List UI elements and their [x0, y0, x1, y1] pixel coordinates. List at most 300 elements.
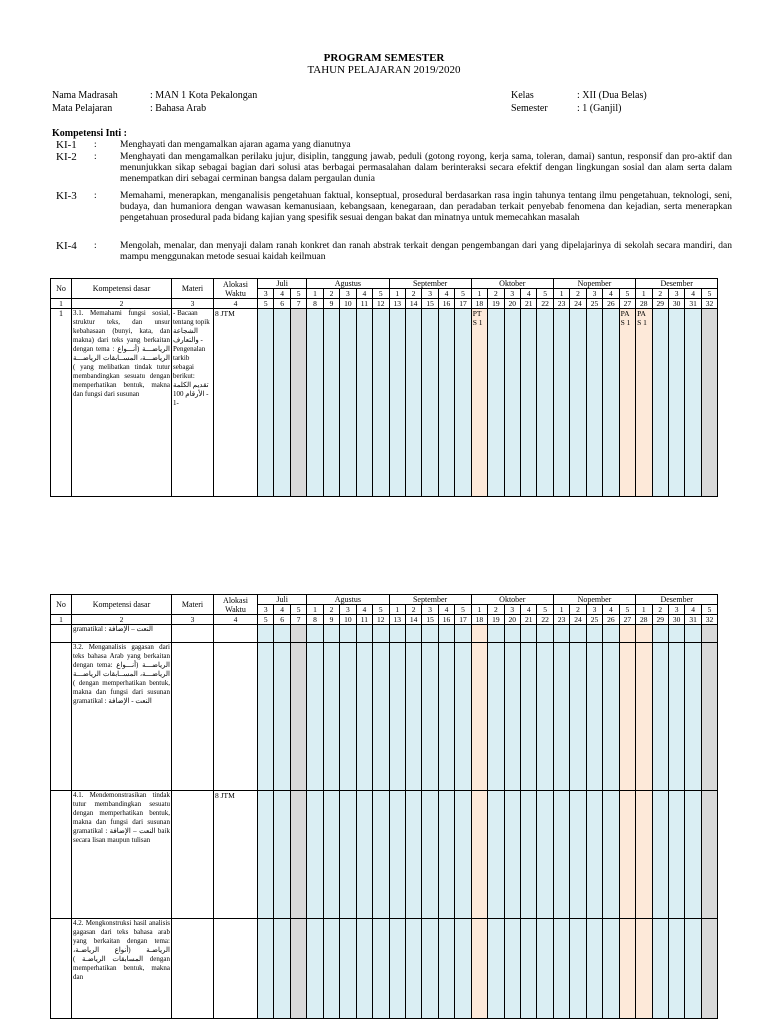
week-cell — [537, 791, 553, 919]
month-header: September — [389, 279, 471, 289]
materi-cell — [172, 643, 214, 791]
week-cell — [455, 919, 471, 1019]
column-number: 30 — [668, 299, 684, 309]
week-cell — [488, 625, 504, 643]
week-header: 3 — [668, 289, 684, 299]
materi-header: Materi — [172, 595, 214, 615]
week-cell — [422, 791, 438, 919]
week-cell — [455, 309, 471, 497]
week-cell — [586, 625, 602, 643]
materi-cell — [172, 791, 214, 919]
week-header: 1 — [553, 605, 569, 615]
week-cell — [619, 625, 635, 643]
week-header: 4 — [438, 289, 454, 299]
week-cell — [521, 643, 537, 791]
schedule-table-1 — [50, 278, 718, 497]
week-header: 4 — [274, 605, 290, 615]
column-number: 29 — [652, 615, 668, 625]
week-header: 5 — [701, 289, 717, 299]
week-cell — [373, 791, 389, 919]
column-number: 26 — [603, 299, 619, 309]
semester-label: Semester — [511, 103, 548, 114]
column-number: 16 — [438, 615, 454, 625]
week-cell — [438, 919, 454, 1019]
month-header: Juli — [258, 595, 307, 605]
column-number: 28 — [636, 615, 652, 625]
week-header: 2 — [652, 289, 668, 299]
madrasah-value: : MAN 1 Kota Pekalongan — [150, 90, 258, 101]
week-cell — [603, 309, 619, 497]
column-number: 16 — [438, 299, 454, 309]
week-cell — [422, 625, 438, 643]
week-cell: PT S 1 — [471, 309, 487, 497]
week-cell — [537, 309, 553, 497]
week-cell — [389, 919, 405, 1019]
table-row — [51, 919, 718, 1019]
column-number: 28 — [636, 299, 652, 309]
week-cell — [290, 643, 306, 791]
week-header: 2 — [323, 289, 339, 299]
week-cell — [373, 919, 389, 1019]
week-cell — [422, 919, 438, 1019]
week-cell — [701, 643, 717, 791]
table-row — [51, 643, 718, 791]
table-row — [51, 625, 718, 643]
column-number: 30 — [668, 615, 684, 625]
kelas-value: : XII (Dua Belas) — [577, 90, 647, 101]
week-cell — [307, 643, 323, 791]
alokasi-header: Alokasi Waktu — [214, 595, 258, 615]
week-cell — [570, 625, 586, 643]
column-number: 1 — [51, 615, 72, 625]
week-header: 3 — [504, 605, 520, 615]
ki-item — [56, 152, 732, 188]
column-number: 26 — [603, 615, 619, 625]
week-header: 4 — [685, 289, 701, 299]
week-cell — [553, 791, 569, 919]
week-header: 1 — [471, 605, 487, 615]
week-header: 1 — [389, 605, 405, 615]
week-cell — [636, 919, 652, 1019]
row-number — [51, 791, 72, 919]
month-header: Juli — [258, 279, 307, 289]
week-cell — [537, 643, 553, 791]
week-cell — [488, 919, 504, 1019]
week-cell — [274, 791, 290, 919]
week-header: 4 — [685, 605, 701, 615]
week-cell — [290, 309, 306, 497]
week-cell — [274, 643, 290, 791]
week-header: 5 — [701, 605, 717, 615]
ki-text: Menghayati dan mengamalkan ajaran agama yang dianutnya — [120, 140, 351, 150]
ki-colon: : — [94, 140, 97, 150]
week-cell — [405, 643, 421, 791]
week-cell — [356, 643, 372, 791]
alokasi-header: Alokasi Waktu — [214, 279, 258, 299]
column-number: 11 — [356, 299, 372, 309]
column-number: 25 — [586, 615, 602, 625]
week-cell — [488, 643, 504, 791]
column-number: 7 — [290, 615, 306, 625]
column-number: 4 — [214, 299, 258, 309]
week-cell — [701, 625, 717, 643]
week-cell — [373, 625, 389, 643]
week-cell — [405, 791, 421, 919]
madrasah-label: Nama Madrasah — [52, 90, 118, 101]
week-header: 4 — [603, 605, 619, 615]
week-header: 4 — [603, 289, 619, 299]
week-header: 2 — [405, 289, 421, 299]
alokasi-cell: 8 JTM — [214, 309, 258, 497]
week-cell — [422, 309, 438, 497]
week-cell — [668, 625, 684, 643]
week-cell — [570, 919, 586, 1019]
row-number — [51, 625, 72, 643]
week-cell — [619, 919, 635, 1019]
week-cell — [652, 643, 668, 791]
ki-colon: : — [94, 241, 97, 251]
column-number: 12 — [373, 615, 389, 625]
week-header: 1 — [636, 289, 652, 299]
week-cell — [553, 309, 569, 497]
week-cell — [652, 625, 668, 643]
week-cell — [290, 625, 306, 643]
week-header: 5 — [537, 289, 553, 299]
column-number: 17 — [455, 615, 471, 625]
materi-cell: - Bacaan tentang topik الشجاعة والتعارف - Pengenalan tarkib sebagai berikut: تقديم الكلمة - الأرقام 100 -1 — [172, 309, 214, 497]
kd-header: Kompetensi dasar — [72, 595, 172, 615]
ki-text: Mengolah, menalar, dan menyaji dalam ranah konkret dan ranah abstrak terkait dengan pengembangan dari yang dipelajarinya di sekolah secara mandiri, dan mampu menggunakan metode sesuai kaidah keilmuan — [120, 241, 732, 262]
week-cell — [668, 791, 684, 919]
column-number: 27 — [619, 615, 635, 625]
column-number: 21 — [521, 299, 537, 309]
kd-cell: 3.1. Memahami fungsi sosial, struktur teks, dan unsur kebahasaan (bunyi, kata, dan makna) dari teks yang berkaitan dengan tema : الرياضـــة (أنـــواع الرياضـــة، المســابقات الرياضـــة ) yang melibatkan tindak tutur membandingkan sesuatu dengan memperhatikan bentuk, makna dan fungsi dari susunan — [72, 309, 172, 497]
week-cell — [471, 791, 487, 919]
week-cell — [701, 791, 717, 919]
week-cell — [603, 625, 619, 643]
week-cell — [537, 919, 553, 1019]
week-cell — [258, 791, 274, 919]
column-number: 24 — [570, 299, 586, 309]
column-number: 19 — [488, 299, 504, 309]
mapel-value: : Bahasa Arab — [150, 103, 207, 114]
week-cell — [668, 309, 684, 497]
column-number: 15 — [422, 299, 438, 309]
column-number: 32 — [701, 299, 717, 309]
week-cell — [438, 791, 454, 919]
week-cell — [488, 309, 504, 497]
column-number: 6 — [274, 615, 290, 625]
no-header: No — [51, 595, 72, 615]
column-number: 9 — [323, 299, 339, 309]
column-number: 15 — [422, 615, 438, 625]
week-header: 5 — [455, 605, 471, 615]
week-cell — [405, 309, 421, 497]
week-cell — [340, 309, 356, 497]
column-number: 11 — [356, 615, 372, 625]
week-cell — [274, 919, 290, 1019]
column-number: 3 — [172, 299, 214, 309]
week-cell — [603, 919, 619, 1019]
week-cell — [258, 309, 274, 497]
week-cell — [323, 791, 339, 919]
column-number: 19 — [488, 615, 504, 625]
week-cell — [340, 919, 356, 1019]
week-header: 3 — [586, 605, 602, 615]
week-header: 5 — [373, 605, 389, 615]
semester-value: : 1 (Ganjil) — [577, 103, 622, 114]
month-header: Agustus — [307, 595, 389, 605]
week-header: 4 — [356, 605, 372, 615]
week-cell — [340, 625, 356, 643]
week-cell — [307, 791, 323, 919]
column-number: 14 — [405, 299, 421, 309]
alokasi-cell: 8 JTM — [214, 791, 258, 919]
month-header: Oktober — [471, 595, 553, 605]
week-cell — [488, 791, 504, 919]
kd-cell: 4.2. Mengkonstruksi hasil analisis gagasan dari teks bahasa arab yang berkaitan dengan tema: الرياضـة (أنواع الرياضـة، المسابقات الرياضـة ) dengan memperhatikan bentuk, makna dan — [72, 919, 172, 1019]
no-header: No — [51, 279, 72, 299]
week-header: 3 — [340, 605, 356, 615]
week-cell — [340, 643, 356, 791]
week-cell — [340, 791, 356, 919]
column-number: 7 — [290, 299, 306, 309]
column-number: 32 — [701, 615, 717, 625]
table-row — [51, 309, 718, 497]
week-cell — [685, 643, 701, 791]
table-row — [51, 791, 718, 919]
week-header: 5 — [619, 289, 635, 299]
week-cell — [537, 625, 553, 643]
column-number: 8 — [307, 615, 323, 625]
ki-colon: : — [94, 152, 97, 162]
month-header: Desember — [636, 595, 718, 605]
column-number: 2 — [72, 615, 172, 625]
materi-cell — [172, 625, 214, 643]
week-cell — [438, 643, 454, 791]
column-number: 10 — [340, 615, 356, 625]
week-cell — [504, 625, 520, 643]
week-cell — [389, 625, 405, 643]
week-cell — [455, 643, 471, 791]
week-cell — [504, 643, 520, 791]
page-subtitle: TAHUN PELAJARAN 2019/2020 — [307, 64, 461, 76]
week-cell — [455, 791, 471, 919]
schedule-table-2 — [50, 594, 718, 1019]
week-cell — [685, 309, 701, 497]
week-cell — [323, 309, 339, 497]
column-number: 23 — [553, 299, 569, 309]
column-number: 13 — [389, 615, 405, 625]
week-cell — [389, 309, 405, 497]
column-number: 4 — [214, 615, 258, 625]
materi-header: Materi — [172, 279, 214, 299]
row-number: 1 — [51, 309, 72, 497]
week-header: 3 — [340, 289, 356, 299]
week-header: 3 — [668, 605, 684, 615]
week-cell — [438, 625, 454, 643]
week-cell — [323, 625, 339, 643]
week-cell — [504, 309, 520, 497]
column-number: 27 — [619, 299, 635, 309]
week-cell — [405, 919, 421, 1019]
column-number: 20 — [504, 615, 520, 625]
month-header: September — [389, 595, 471, 605]
week-header: 3 — [504, 289, 520, 299]
column-number: 10 — [340, 299, 356, 309]
week-cell — [405, 625, 421, 643]
week-header: 4 — [274, 289, 290, 299]
week-header: 3 — [258, 605, 274, 615]
kelas-label: Kelas — [511, 90, 534, 101]
month-header: Agustus — [307, 279, 389, 289]
column-number: 8 — [307, 299, 323, 309]
week-header: 1 — [471, 289, 487, 299]
week-cell — [356, 309, 372, 497]
column-number: 18 — [471, 299, 487, 309]
week-header: 2 — [323, 605, 339, 615]
week-cell — [652, 309, 668, 497]
ki-code: KI-2 — [56, 151, 77, 163]
week-header: 4 — [521, 289, 537, 299]
week-cell — [586, 791, 602, 919]
column-number: 20 — [504, 299, 520, 309]
week-cell — [274, 309, 290, 497]
ki-text: Menghayati dan mengamalkan perilaku jujur, disiplin, tanggung jawab, peduli (gotong royong, kerja sama, toleran, damai) santun, responsif dan pro-aktif dan menunjukkan sikap sebagai bagian dari solusi atas berbagai permasalahan dalam berinteraksi secara efektif dengan lingkungan sosial dan alam serta dalam menempatkan diri sebagai cerminan bangsa dalam pergaulan dunia — [120, 152, 732, 184]
materi-cell — [172, 919, 214, 1019]
week-cell — [636, 791, 652, 919]
week-cell — [685, 791, 701, 919]
week-header: 2 — [570, 605, 586, 615]
week-cell — [636, 643, 652, 791]
week-cell — [521, 791, 537, 919]
week-cell — [258, 625, 274, 643]
week-cell — [356, 625, 372, 643]
kd-cell: 4.1. Mendemonstrasikan tindak tutur membandingkan sesuatu dengan memperhatikan bentuk, makna dan fungsi dari susunan gramatikal : النعت – الإضافة baik secara lisan maupun tulisan — [72, 791, 172, 919]
week-cell — [521, 919, 537, 1019]
column-number: 22 — [537, 615, 553, 625]
column-number: 2 — [72, 299, 172, 309]
row-number — [51, 919, 72, 1019]
row-number — [51, 643, 72, 791]
week-cell — [570, 309, 586, 497]
week-header: 1 — [636, 605, 652, 615]
week-cell — [356, 791, 372, 919]
week-header: 5 — [455, 289, 471, 299]
week-cell — [553, 919, 569, 1019]
ki-code: KI-1 — [56, 139, 77, 151]
week-header: 3 — [422, 289, 438, 299]
column-number: 3 — [172, 615, 214, 625]
week-header: 1 — [389, 289, 405, 299]
month-header: Nopember — [553, 595, 635, 605]
week-cell — [652, 791, 668, 919]
week-cell: PA S 1 — [619, 309, 635, 497]
column-number: 13 — [389, 299, 405, 309]
week-header: 5 — [290, 605, 306, 615]
alokasi-cell — [214, 919, 258, 1019]
week-cell — [504, 919, 520, 1019]
week-cell — [389, 791, 405, 919]
column-number: 1 — [51, 299, 72, 309]
week-cell: PA S 1 — [636, 309, 652, 497]
week-cell — [652, 919, 668, 1019]
week-cell — [586, 643, 602, 791]
week-cell — [422, 643, 438, 791]
week-header: 5 — [290, 289, 306, 299]
week-cell — [290, 919, 306, 1019]
ki-colon: : — [94, 191, 97, 201]
column-number: 31 — [685, 299, 701, 309]
week-cell — [258, 919, 274, 1019]
column-number: 23 — [553, 615, 569, 625]
week-cell — [373, 309, 389, 497]
column-number: 31 — [685, 615, 701, 625]
ki-code: KI-3 — [56, 190, 77, 202]
week-cell — [455, 625, 471, 643]
week-cell — [307, 919, 323, 1019]
week-cell — [471, 919, 487, 1019]
week-cell — [586, 919, 602, 1019]
alokasi-cell — [214, 643, 258, 791]
week-header: 3 — [422, 605, 438, 615]
week-cell — [373, 643, 389, 791]
column-number: 17 — [455, 299, 471, 309]
month-header: Desember — [636, 279, 718, 289]
column-number: 18 — [471, 615, 487, 625]
kd-cell: 3.2. Menganalisis gagasan dari teks bahasa Arab yang berkaitan dengan tema: الرياضـــة (أنـــواع الرياضـــة، المســابقات الرياضـــة ) dengan memperhatikan bentuk, makna dan fungsi dari susunan gramatikal : النعت - الإضافة — [72, 643, 172, 791]
week-header: 2 — [488, 289, 504, 299]
week-header: 3 — [586, 289, 602, 299]
week-cell — [389, 643, 405, 791]
week-cell — [553, 643, 569, 791]
ki-code: KI-4 — [56, 240, 77, 252]
month-header: Oktober — [471, 279, 553, 289]
alokasi-cell — [214, 625, 258, 643]
week-cell — [603, 791, 619, 919]
week-cell — [258, 643, 274, 791]
column-number: 5 — [258, 299, 274, 309]
week-cell — [471, 625, 487, 643]
week-header: 4 — [356, 289, 372, 299]
week-cell — [307, 309, 323, 497]
week-cell — [701, 919, 717, 1019]
column-number: 21 — [521, 615, 537, 625]
ki-item — [56, 191, 732, 239]
week-header: 4 — [438, 605, 454, 615]
week-header: 4 — [521, 605, 537, 615]
week-header: 5 — [619, 605, 635, 615]
week-header: 2 — [652, 605, 668, 615]
week-cell — [570, 791, 586, 919]
month-header: Nopember — [553, 279, 635, 289]
week-cell — [685, 625, 701, 643]
week-cell — [521, 309, 537, 497]
week-cell — [619, 791, 635, 919]
column-number: 14 — [405, 615, 421, 625]
column-number: 29 — [652, 299, 668, 309]
week-header: 5 — [373, 289, 389, 299]
week-cell — [356, 919, 372, 1019]
page-title: PROGRAM SEMESTER — [323, 52, 445, 64]
ki-heading: Kompetensi Inti : — [52, 128, 127, 139]
week-cell — [668, 643, 684, 791]
kd-header: Kompetensi dasar — [72, 279, 172, 299]
column-number: 5 — [258, 615, 274, 625]
week-cell — [323, 919, 339, 1019]
week-cell — [570, 643, 586, 791]
week-cell — [521, 625, 537, 643]
